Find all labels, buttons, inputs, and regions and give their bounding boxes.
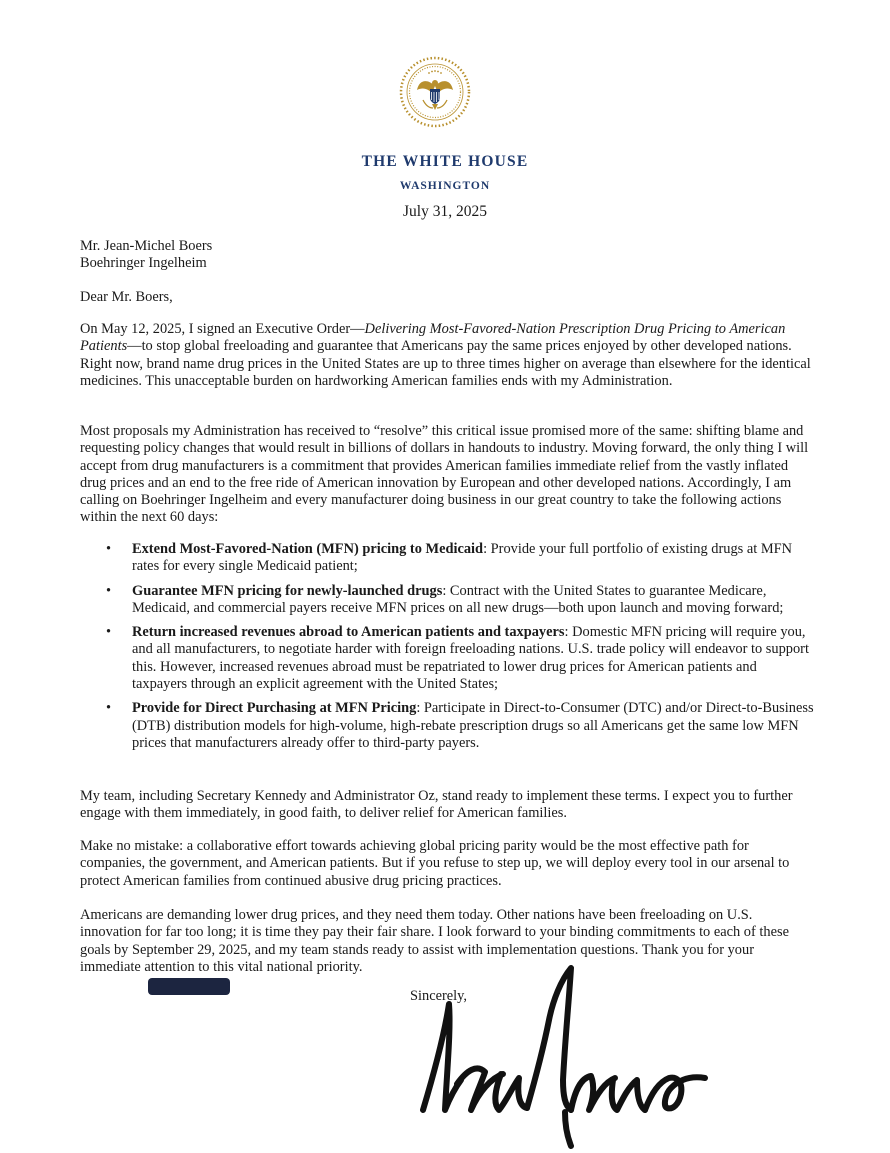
letterhead-title: THE WHITE HOUSE <box>361 153 529 170</box>
bullet-marker: • <box>106 541 112 557</box>
letterhead-city: WASHINGTON <box>399 180 491 192</box>
paragraph-5-text: Americans are demanding lower drug prices, and they need them today. Other nations have been freeloading on U.S. innovation for far too long; it is time they pay their fair share. I look forward to your binding commitments to each of these goals by September 29, 2025, and my team stands ready to assist with implementation questions. Thank you for your immediate attention to this vital national priority. <box>80 907 789 975</box>
bullet-text: : Contract with the United States to guarantee Medicare, Medicaid, and commercial payers receive MFN prices on all new drugs—both upon launch and moving forward; <box>132 582 784 616</box>
paragraph-2-text: Most proposals my Administration has received to “resolve” this critical issue promised more of the same: shifting blame and requesting policy changes that would result in billions of dollars in handouts to industry. Moving forward, the only thing I will accept from drug manufacturers is a commitment that provides American families immediate relief from the vastly inflated drug prices and an end to the free ride of American innovation by European and other developed nations. Accordingly, I am calling on Boehringer Ingelheim and every manufacturer doing business in our great country to take the following actions within the next 60 days: <box>80 423 809 526</box>
list-item <box>80 624 815 693</box>
bullet-text: : Domestic MFN pricing will require you, and all manufacturers, to negotiate harder with foreign freeloading nations. U.S. trade policy will endeavor to support this. However, increased revenues abroad must be repatriated to lower drug prices for American patients and taxpayers through an explicit agreement with the United States; <box>132 624 809 693</box>
list-item <box>80 700 815 752</box>
bullet-text: : Provide your full portfolio of existing drugs at MFN rates for every single Medicaid patient; <box>132 541 793 575</box>
paragraph-1-after: —to stop global freeloading and guarantee that Americans pay the same prices enjoyed by other developed nations. Right now, brand name drug prices in the United States are up to three times higher on average than elsewhere for the identical medicines. This unacceptable burden on hardworking American families ends with my Administration. <box>80 338 811 389</box>
list-item <box>80 583 815 618</box>
salutation <box>80 289 815 306</box>
letter-date: July 31, 2025 <box>403 203 487 220</box>
closing: Sincerely, <box>410 988 468 1004</box>
bullet-marker: • <box>106 582 112 599</box>
paragraph-3 <box>80 788 815 823</box>
paragraph-2 <box>80 423 815 527</box>
recipient-company: Boehringer Ingelheim <box>80 255 207 272</box>
presidential-seal-icon <box>399 56 471 128</box>
recipient-name: Mr. Jean-Michel Boers <box>80 238 213 254</box>
paragraph-1-before: On May 12, 2025, I signed an Executive Order— <box>80 321 365 337</box>
redaction-mark <box>148 978 230 995</box>
bullet-title: Return increased revenues abroad to American patients and taxpayers <box>132 624 565 641</box>
bullet-title: Extend Most-Favored-Nation (MFN) pricing to Medicaid <box>132 541 484 557</box>
bullet-text: : Participate in Direct-to-Consumer (DTC) and/or Direct-to-Business (DTB) distribution models for high-volume, high-rebate prescription drugs so all Americans get the same low MFN prices that manufacturers already offer to third-party payers. <box>132 700 814 751</box>
handwritten-signature <box>415 960 715 1150</box>
paragraph-1 <box>80 321 815 390</box>
bullet-marker: • <box>106 624 112 641</box>
recipient-address <box>80 238 815 273</box>
paragraph-4-text: Make no mistake: a collaborative effort towards achieving global pricing parity would be the most effective path for companies, the government, and American patients. But if you refuse to step up, we will deploy every tool in our arsenal to protect American families from continued abusive drug pricing practices. <box>80 838 790 889</box>
list-item <box>80 541 815 576</box>
action-list <box>80 541 815 759</box>
bullet-title: Provide for Direct Purchasing at MFN Pricing <box>132 700 417 717</box>
executive-order-title: Delivering Most-Favored-Nation Prescription Drug Pricing to American Patients <box>80 321 786 355</box>
bullet-title: Guarantee MFN pricing for newly-launched drugs <box>132 582 443 599</box>
paragraph-3-text: My team, including Secretary Kennedy and Administrator Oz, stand ready to implement these terms. I expect you to further engage with them immediately, in good faith, to deliver relief for American families. <box>80 788 793 822</box>
salutation-text: Dear Mr. Boers, <box>80 289 173 305</box>
paragraph-4 <box>80 838 815 890</box>
bullet-marker: • <box>106 700 112 717</box>
